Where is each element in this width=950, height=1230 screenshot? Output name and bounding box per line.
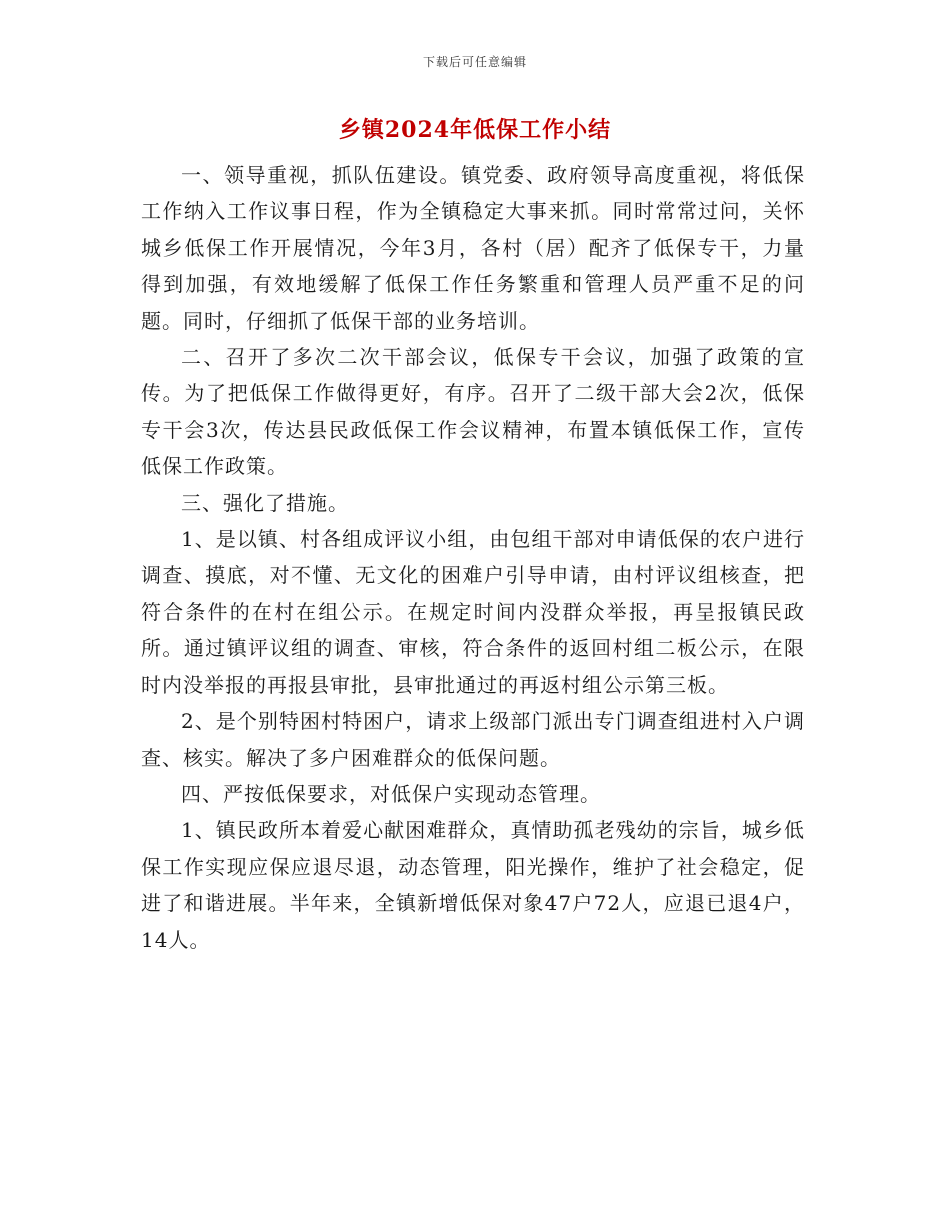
paragraph-measure-1: 1、是以镇、村各组成评议小组，由包组干部对申请低保的农户进行调查、摸底，对不懂、无文化的困难户引导申请，由村评议组核查，把符合条件的在村在组公示。在规定时间内没群众举报，再呈报镇民政所。通过镇评议组的调查、审核，符合条件的返回村组二板公示，在限时内没举报的再报县审批，县审批通过的再返村组公示第三板。 [141, 527, 805, 697]
document-title: 乡镇2024年低保工作小结 [338, 117, 612, 143]
paragraph-dynamic-heading: 四、严按低保要求，对低保户实现动态管理。 [181, 781, 601, 806]
paragraph-measures-heading: 三、强化了措施。 [181, 490, 349, 515]
paragraph-leadership: 一、领导重视，抓队伍建设。镇党委、政府领导高度重视，将低保工作纳入工作议事日程，作为全镇稳定大事来抓。同时常常过问，关怀城乡低保工作开展情况，今年3月，各村（居）配齐了低保专干，力量得到加强，有效地缓解了低保工作任务繁重和管理人员严重不足的问题。同时，仔细抓了低保干部的业务培训。 [141, 163, 805, 333]
paragraph-measure-2: 2、是个别特困村特困户，请求上级部门派出专门调查组进村入户调查、核实。解决了多户困难群众的低保问题。 [141, 709, 805, 770]
header-note: 下载后可任意编辑 [422, 55, 527, 69]
paragraph-dynamic-1: 1、镇民政所本着爱心献困难群众，真情助孤老残幼的宗旨，城乡低保工作实现应保应退尽退，动态管理，阳光操作，维护了社会稳定，促进了和谐进展。半年来，全镇新增低保对象47户72人，应退已退4户，14人。 [141, 818, 805, 952]
paragraph-meetings: 二、召开了多次二次干部会议，低保专干会议，加强了政策的宣传。为了把低保工作做得更好，有序。召开了二级干部大会2次，低保专干会3次，传达县民政低保工作会议精神，布置本镇低保工作，宣传低保工作政策。 [141, 345, 805, 479]
document-body [141, 157, 805, 958]
